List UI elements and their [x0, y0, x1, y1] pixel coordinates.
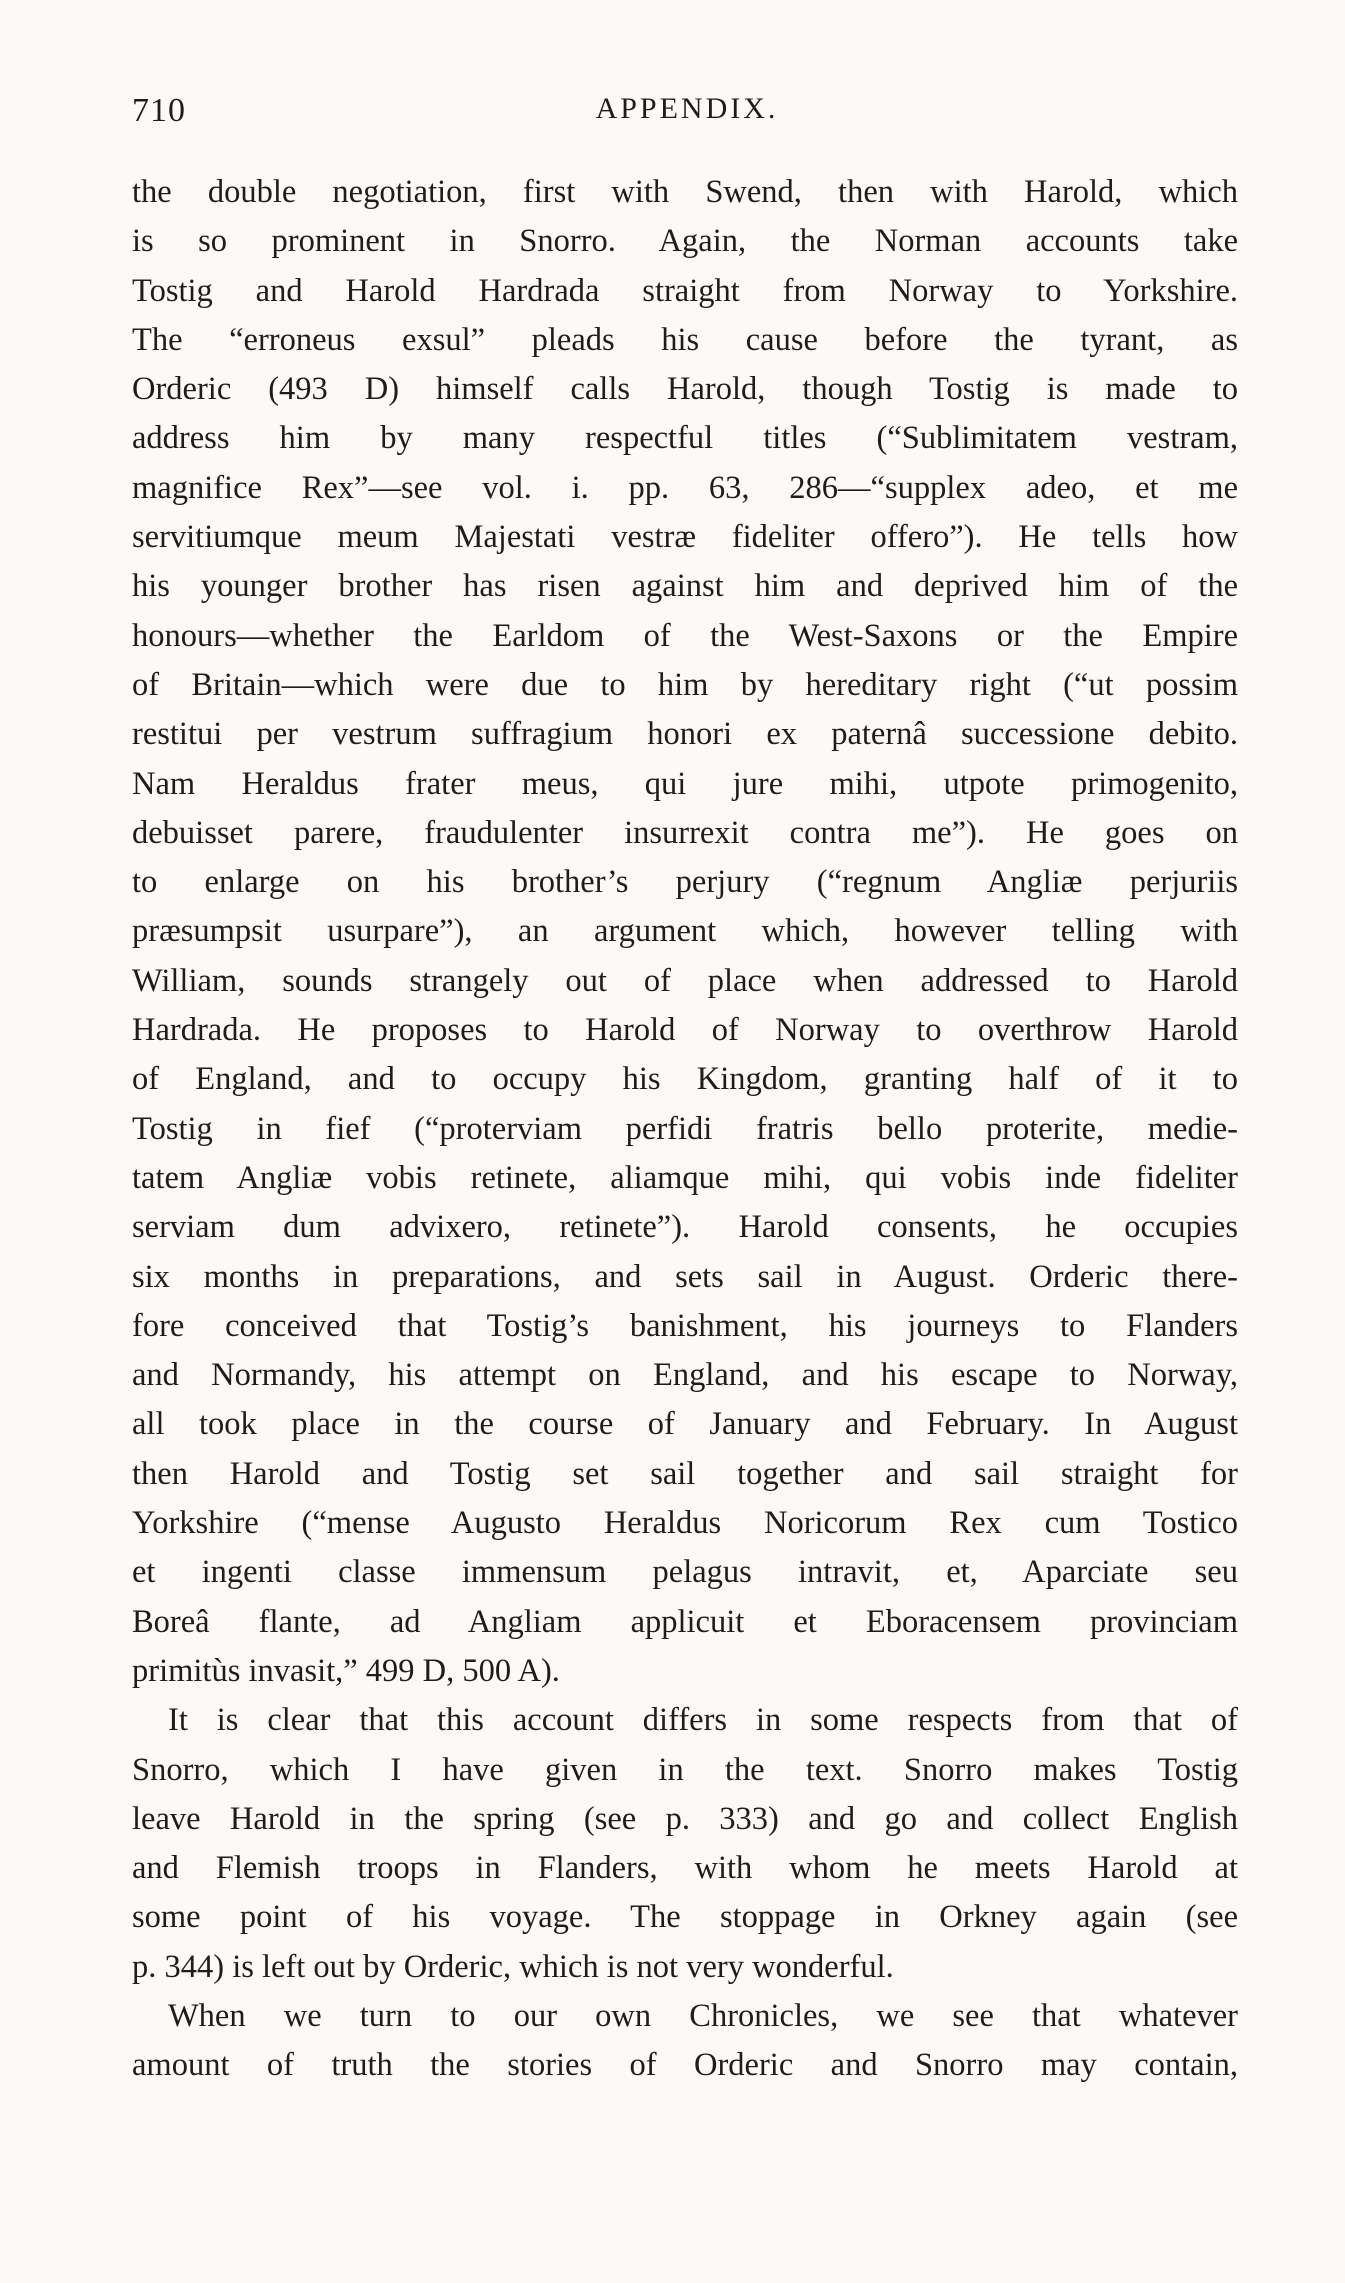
text-line: honours—whether the Earldom of the West-Saxons or the Empire: [132, 617, 1238, 654]
text-line: et ingenti classe immensum pelagus intravit, et, Aparciate seu: [132, 1554, 1238, 1591]
text-line: William, sounds strangely out of place when addressed to Harold: [132, 962, 1238, 999]
text-line: When we turn to our own Chronicles, we see that whatever: [168, 1997, 1238, 2034]
text-line: leave Harold in the spring (see p. 333) and go and collect English: [132, 1800, 1238, 1837]
text-line: Snorro, which I have given in the text. Snorro makes Tostig: [132, 1751, 1238, 1788]
text-line: Orderic (493 D) himself calls Harold, though Tostig is made to: [132, 371, 1238, 408]
text-line: magnifice Rex”—see vol. i. pp. 63, 286—“supplex adeo, et me: [132, 469, 1238, 506]
body-text: [132, 168, 1238, 2091]
text-line: tatem Angliæ vobis retinete, aliamque mihi, qui vobis inde fideliter: [132, 1159, 1238, 1196]
text-line: The “erroneus exsul” pleads his cause before the tyrant, as: [132, 321, 1238, 358]
text-line: amount of truth the stories of Orderic and Snorro may contain,: [132, 2047, 1238, 2084]
text-line: address him by many respectful titles (“Sublimitatem vestram,: [132, 420, 1238, 457]
running-head: APPENDIX.: [595, 92, 779, 125]
text-line: Tostig and Harold Hardrada straight from Norway to Yorkshire.: [132, 272, 1238, 309]
text-line: of England, and to occupy his Kingdom, granting half of it to: [132, 1061, 1238, 1098]
text-line: Hardrada. He proposes to Harold of Norway to overthrow Harold: [132, 1012, 1238, 1049]
text-line: serviam dum advixero, retinete”). Harold consents, he occupies: [132, 1209, 1238, 1246]
text-line: Yorkshire (“mense Augusto Heraldus Noricorum Rex cum Tostico: [132, 1505, 1238, 1542]
text-line: primitùs invasit,” 499 D, 500 A).: [132, 1652, 560, 1689]
text-line: restitui per vestrum suffragium honori ex paternâ successione debito.: [132, 716, 1238, 753]
text-line: fore conceived that Tostig’s banishment, his journeys to Flanders: [132, 1307, 1238, 1344]
text-line: It is clear that this account differs in some respects from that of: [168, 1702, 1238, 1739]
text-line: Boreâ flante, ad Angliam applicuit et Eboracensem provinciam: [132, 1603, 1238, 1640]
text-line: is so prominent in Snorro. Again, the Norman accounts take: [132, 223, 1238, 260]
text-line: præsumpsit usurpare”), an argument which, however telling with: [132, 913, 1238, 950]
text-line: and Normandy, his attempt on England, and his escape to Norway,: [132, 1357, 1238, 1394]
text-line: p. 344) is left out by Orderic, which is not very wonderful.: [132, 1948, 894, 1985]
text-line: some point of his voyage. The stoppage in Orkney again (see: [132, 1899, 1238, 1936]
text-line: debuisset parere, fraudulenter insurrexit contra me”). He goes on: [132, 814, 1238, 851]
page-number: 710: [132, 92, 186, 129]
text-line: of Britain—which were due to him by hereditary right (“ut possim: [132, 666, 1238, 703]
text-line: then Harold and Tostig set sail together and sail straight for: [132, 1455, 1238, 1492]
text-line: the double negotiation, first with Swend, then with Harold, which: [132, 174, 1238, 210]
text-line: and Flemish troops in Flanders, with whom he meets Harold at: [132, 1850, 1238, 1887]
text-line: servitiumque meum Majestati vestræ fideliter offero”). He tells how: [132, 519, 1238, 556]
text-line: Tostig in fief (“proterviam perfidi fratris bello proterite, medie-: [132, 1110, 1238, 1147]
text-line: Nam Heraldus frater meus, qui jure mihi, utpote primogenito,: [132, 765, 1238, 802]
page-header: [132, 92, 1242, 142]
text-line: his younger brother has risen against him and deprived him of the: [132, 568, 1238, 605]
text-line: all took place in the course of January and February. In August: [132, 1406, 1238, 1443]
text-line: to enlarge on his brother’s perjury (“regnum Angliæ perjuriis: [132, 864, 1238, 901]
text-line: six months in preparations, and sets sail in August. Orderic there-: [132, 1258, 1238, 1295]
